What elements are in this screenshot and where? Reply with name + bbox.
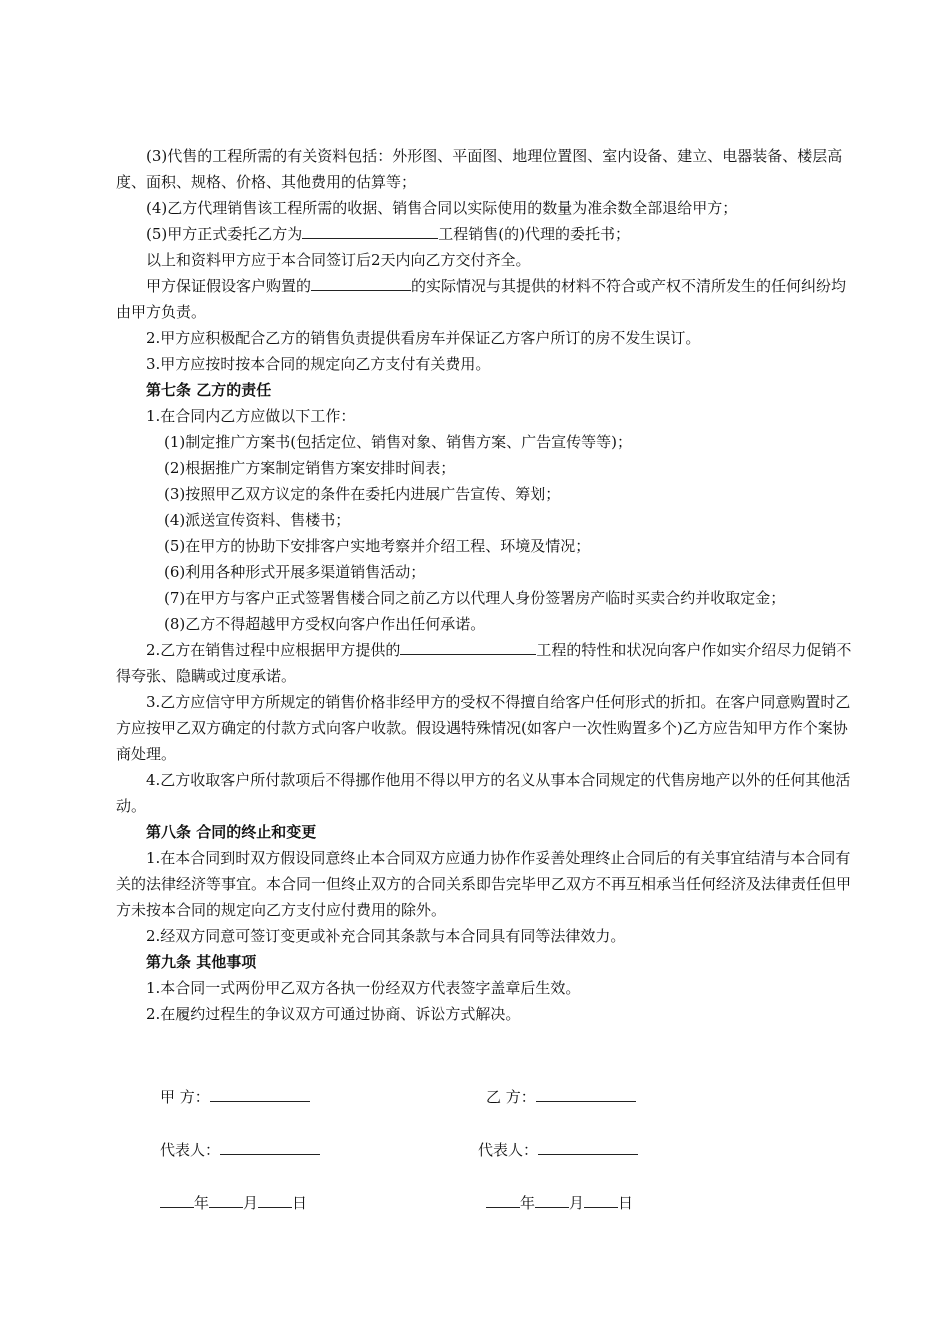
party-a-blank	[210, 1087, 310, 1102]
article9-p1: 1.本合同一式两份甲乙双方各执一份经双方代表签字盖章后生效。	[146, 979, 581, 997]
article9-p2: 2.在履约过程生的争议双方可通过协商、诉讼方式解决。	[146, 1005, 521, 1023]
date-b-day-blank	[584, 1193, 618, 1208]
date-b-month: 月	[569, 1194, 585, 1212]
date-a-day: 日	[292, 1194, 308, 1212]
article7-item-5: (5)在甲方的协助下安排客户实地考察并介绍工程、环境及情况；	[164, 537, 591, 555]
rep-b-label: 代表人：	[478, 1141, 539, 1159]
date-a-month-blank	[209, 1193, 243, 1208]
party-b-label: 乙 方：	[486, 1088, 536, 1106]
clause-item-3: (3)代售的工程所需的有关资料包括：外形图、平面图、地理位置图、室内设备、建立、电器装备、楼层高度、面积、规格、价格、其他费用的估算等；	[116, 147, 843, 191]
project-name-blank	[302, 223, 438, 239]
date-a-line	[160, 1193, 307, 1213]
clause-guarantee	[116, 273, 860, 325]
party-b-line	[486, 1087, 636, 1107]
article7-item-1: (1)制定推广方案书(包括定位、销售对象、销售方案、广告宣传等等)；	[164, 433, 632, 451]
article7-p4: 4.乙方收取客户所付款项后不得挪作他用不得以甲方的名义从事本合同规定的代售房地产以外的任何其他活动。	[116, 771, 851, 815]
clause-item-5-post: 工程销售(的)代理的委托书；	[438, 225, 630, 243]
clause-deliver: 以上和资料甲方应于本合同签订后2天内向乙方交付齐全。	[146, 251, 531, 269]
rep-a-line	[160, 1140, 320, 1160]
project-blank	[400, 639, 536, 655]
clause-a2: 2.甲方应积极配合乙方的销售负责提供看房车并保证乙方客户所订的房不发生误订。	[146, 329, 701, 347]
clause-guarantee-post: 的实际情况与其提供的材料不符合或产权不清所发生的任何纠纷均由甲方负责。	[116, 277, 847, 321]
article7-title: 第七条 乙方的责任	[146, 381, 272, 399]
article7-p2	[116, 637, 860, 689]
clause-item-4: (4)乙方代理销售该工程所需的收据、销售合同以实际使用的数量为准余数全部退给甲方；	[146, 199, 738, 217]
date-a-day-blank	[258, 1193, 292, 1208]
rep-a-blank	[220, 1140, 320, 1155]
clause-item-5-pre: (5)甲方正式委托乙方为	[146, 225, 303, 243]
article7-p2-pre: 2.乙方在销售过程中应根据甲方提供的	[146, 641, 401, 659]
party-b-blank	[536, 1087, 636, 1102]
article7-item-3: (3)按照甲乙双方议定的条件在委托内进展广告宣传、筹划；	[164, 485, 561, 503]
clause-item-5	[116, 221, 860, 247]
date-a-year: 年	[194, 1194, 210, 1212]
article7-item-6: (6)利用各种形式开展多渠道销售活动；	[164, 563, 426, 581]
article8-p1: 1.在本合同到时双方假设同意终止本合同双方应通力协作作妥善处理终止合同后的有关事宜结清与本合同有关的法律经济等事宜。本合同一但终止双方的合同关系即告完毕甲乙双方不再互相承当任何经济及法律责任但甲方未按本合同的规定向乙方支付应付费用的除外。	[116, 849, 852, 919]
date-b-day: 日	[618, 1194, 634, 1212]
date-a-month: 月	[243, 1194, 259, 1212]
article7-p3: 3.乙方应信守甲方所规定的销售价格非经甲方的受权不得擅自给客户任何形式的折扣。在客户同意购置时乙方应按甲乙双方确定的付款方式向客户收款。假设遇特殊情况(如客户一次性购置多个)乙方应告知甲方作个案协商处理。	[116, 693, 851, 763]
date-b-line	[486, 1193, 633, 1213]
property-blank	[311, 275, 411, 291]
clause-guarantee-pre: 甲方保证假设客户购置的	[146, 277, 312, 295]
date-b-month-blank	[535, 1193, 569, 1208]
date-a-year-blank	[160, 1193, 194, 1208]
article7-item-4: (4)派送宣传资料、售楼书；	[164, 511, 351, 529]
article8-title: 第八条 合同的终止和变更	[146, 823, 317, 841]
article7-item-7: (7)在甲方与客户正式签署售楼合同之前乙方以代理人身份签署房产临时买卖合约并收取定金；	[164, 589, 786, 607]
party-a-label: 甲 方：	[160, 1088, 210, 1106]
contract-body	[116, 143, 860, 1027]
date-b-year: 年	[520, 1194, 536, 1212]
party-a-line	[160, 1087, 310, 1107]
clause-a3: 3.甲方应按时按本合同的规定向乙方支付有关费用。	[146, 355, 491, 373]
article9-title: 第九条 其他事项	[146, 953, 257, 971]
article7-p1: 1.在合同内乙方应做以下工作：	[146, 407, 356, 425]
rep-a-label: 代表人：	[160, 1141, 221, 1159]
article7-item-2: (2)根据推广方案制定销售方案安排时间表；	[164, 459, 456, 477]
rep-b-blank	[538, 1140, 638, 1155]
date-b-year-blank	[486, 1193, 520, 1208]
rep-b-line	[478, 1140, 638, 1160]
article7-item-8: (8)乙方不得超越甲方受权向客户作出任何承诺。	[164, 615, 486, 633]
article8-p2: 2.经双方同意可签订变更或补充合同其条款与本合同具有同等法律效力。	[146, 927, 626, 945]
article7-p2-post: 工程的特性和状况向客户作如实介绍尽力促销不得夸张、隐瞒或过度承诺。	[116, 641, 852, 685]
